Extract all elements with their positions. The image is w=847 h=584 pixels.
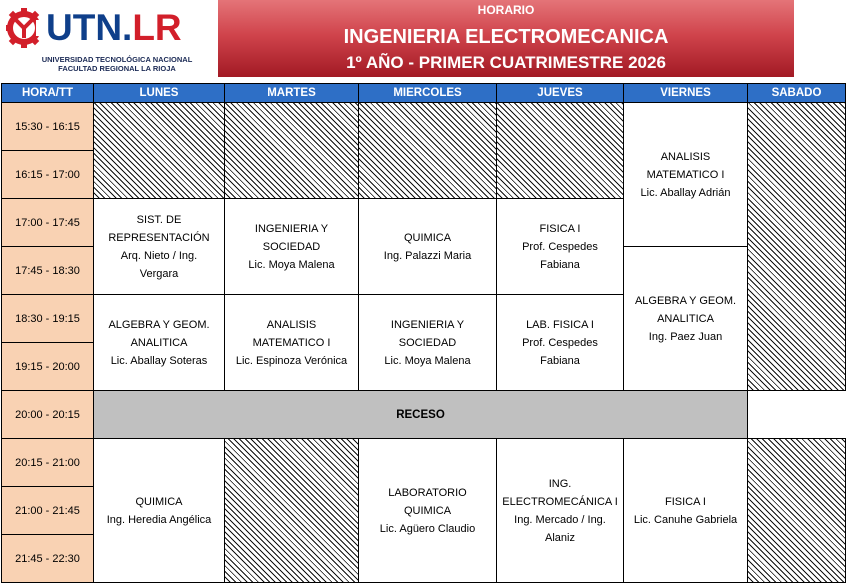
logo-suffix: LR [132, 7, 182, 48]
course-teacher: Ing. Palazzi Maria [383, 249, 472, 262]
course-teacher: Ing. Mercado / Ing. [514, 513, 606, 526]
course-name: ING. [548, 477, 572, 490]
header-sabado: SABADO [747, 83, 846, 103]
course-name: QUIMICA [403, 504, 452, 517]
course-name: MATEMATICO I [646, 168, 725, 181]
schedule-banner [218, 0, 794, 77]
course-name: MATEMATICO I [252, 336, 331, 349]
course-block-viernes-3 [623, 438, 748, 583]
banner-subtitle: 1º AÑO - PRIMER CUATRIMESTRE 2026 [346, 53, 666, 72]
empty-slot-jueves [496, 102, 624, 199]
course-block-martes-1 [224, 198, 359, 295]
course-teacher: Lic. Agüero Claudio [379, 522, 476, 535]
course-name: FISICA I [539, 222, 581, 235]
course-teacher: Lic. Moya Malena [248, 258, 335, 271]
course-block-jueves-2 [496, 294, 624, 391]
course-block-jueves-3 [496, 438, 624, 583]
course-teacher: Lic. Aballay Adrián [640, 186, 731, 199]
logo-dot: . [122, 7, 133, 48]
course-block-miercoles-3 [358, 438, 497, 583]
course-block-martes-2 [224, 294, 359, 391]
course-name: ANALITICA [130, 336, 188, 349]
time-slot: 16:15 - 17:00 [1, 150, 94, 199]
time-slot: 21:00 - 21:45 [1, 486, 94, 535]
utn-logo [6, 6, 206, 76]
course-name: QUIMICA [403, 231, 452, 244]
course-block-viernes-1 [623, 102, 748, 247]
course-name: SOCIEDAD [398, 336, 457, 349]
course-block-miercoles-2 [358, 294, 497, 391]
course-teacher: Lic. Espinoza Verónica [235, 354, 348, 367]
time-slot: 15:30 - 16:15 [1, 102, 94, 151]
header-jueves: JUEVES [496, 83, 624, 103]
course-name: LABORATORIO [388, 486, 467, 499]
course-name: LAB. FISICA I [526, 318, 594, 331]
course-teacher: Lic. Moya Malena [384, 354, 471, 367]
logo-wordmark [46, 8, 182, 48]
empty-slot-miercoles [358, 102, 497, 199]
logo-brand: UTN [46, 7, 123, 48]
logo-faculty: FACULTAD REGIONAL LA RIOJA [58, 64, 176, 73]
course-teacher: Prof. Cespedes [522, 336, 598, 349]
utn-gear-icon [6, 6, 46, 50]
time-slot: 18:30 - 19:15 [1, 294, 94, 343]
empty-slot-sabado-late [747, 438, 846, 583]
course-block-lunes-1 [93, 198, 225, 295]
banner-title: INGENIERIA ELECTROMECANICA [343, 26, 669, 48]
time-slot: 17:45 - 18:30 [1, 246, 94, 295]
course-name: INGENIERIA Y [390, 318, 465, 331]
schedule-grid [1, 83, 846, 583]
course-name: ALGEBRA Y GEOM. [634, 294, 737, 307]
course-teacher: Fabiana [540, 354, 580, 367]
time-slot: 21:45 - 22:30 [1, 534, 94, 583]
course-name: SIST. DE [136, 213, 182, 226]
course-teacher: Alaniz [545, 531, 575, 544]
time-slot: 20:15 - 21:00 [1, 438, 94, 487]
time-slot: 17:00 - 17:45 [1, 198, 94, 247]
course-block-miercoles-1 [358, 198, 497, 295]
course-name: ANALISIS [660, 150, 711, 163]
empty-slot-martes-late [224, 438, 359, 583]
course-teacher: Prof. Cespedes [522, 240, 598, 253]
banner-label: HORARIO [477, 3, 535, 17]
course-block-viernes-2 [623, 246, 748, 391]
course-name: QUIMICA [135, 495, 183, 508]
course-teacher: Lic. Aballay Soteras [110, 354, 208, 367]
course-teacher: Arq. Nieto / Ing. [120, 249, 198, 262]
course-name: ALGEBRA Y GEOM. [108, 318, 210, 331]
course-teacher: Ing. Paez Juan [648, 330, 723, 343]
recess-row: RECESO [93, 390, 748, 439]
course-block-lunes-2 [93, 294, 225, 391]
course-block-lunes-3 [93, 438, 225, 583]
time-slot: 19:15 - 20:00 [1, 342, 94, 391]
logo-university: UNIVERSIDAD TECNOLÓGICA NACIONAL [41, 55, 193, 64]
header-lunes: LUNES [93, 83, 225, 103]
header-miercoles: MIERCOLES [358, 83, 497, 103]
course-name: SOCIEDAD [262, 240, 321, 253]
course-name: ELECTROMECÁNICA I [502, 495, 618, 508]
empty-slot-sabado [747, 102, 846, 391]
time-slot: 20:00 - 20:15 [1, 390, 94, 439]
course-teacher: Fabiana [540, 258, 580, 271]
empty-slot-martes [224, 102, 359, 199]
course-name: REPRESENTACIÓN [108, 231, 210, 244]
course-name: FISICA I [665, 495, 706, 508]
course-teacher: Ing. Heredia Angélica [106, 513, 212, 526]
empty-slot-lunes [93, 102, 225, 199]
header-viernes: VIERNES [623, 83, 748, 103]
course-block-jueves-1 [496, 198, 624, 295]
header-martes: MARTES [224, 83, 359, 103]
course-teacher: Lic. Canuhe Gabriela [633, 513, 738, 526]
header-hora: HORA/TT [1, 83, 94, 103]
course-name: ANALISIS [266, 318, 317, 331]
course-name: INGENIERIA Y [254, 222, 329, 235]
course-name: ANALITICA [657, 312, 714, 325]
course-teacher: Vergara [139, 267, 179, 280]
